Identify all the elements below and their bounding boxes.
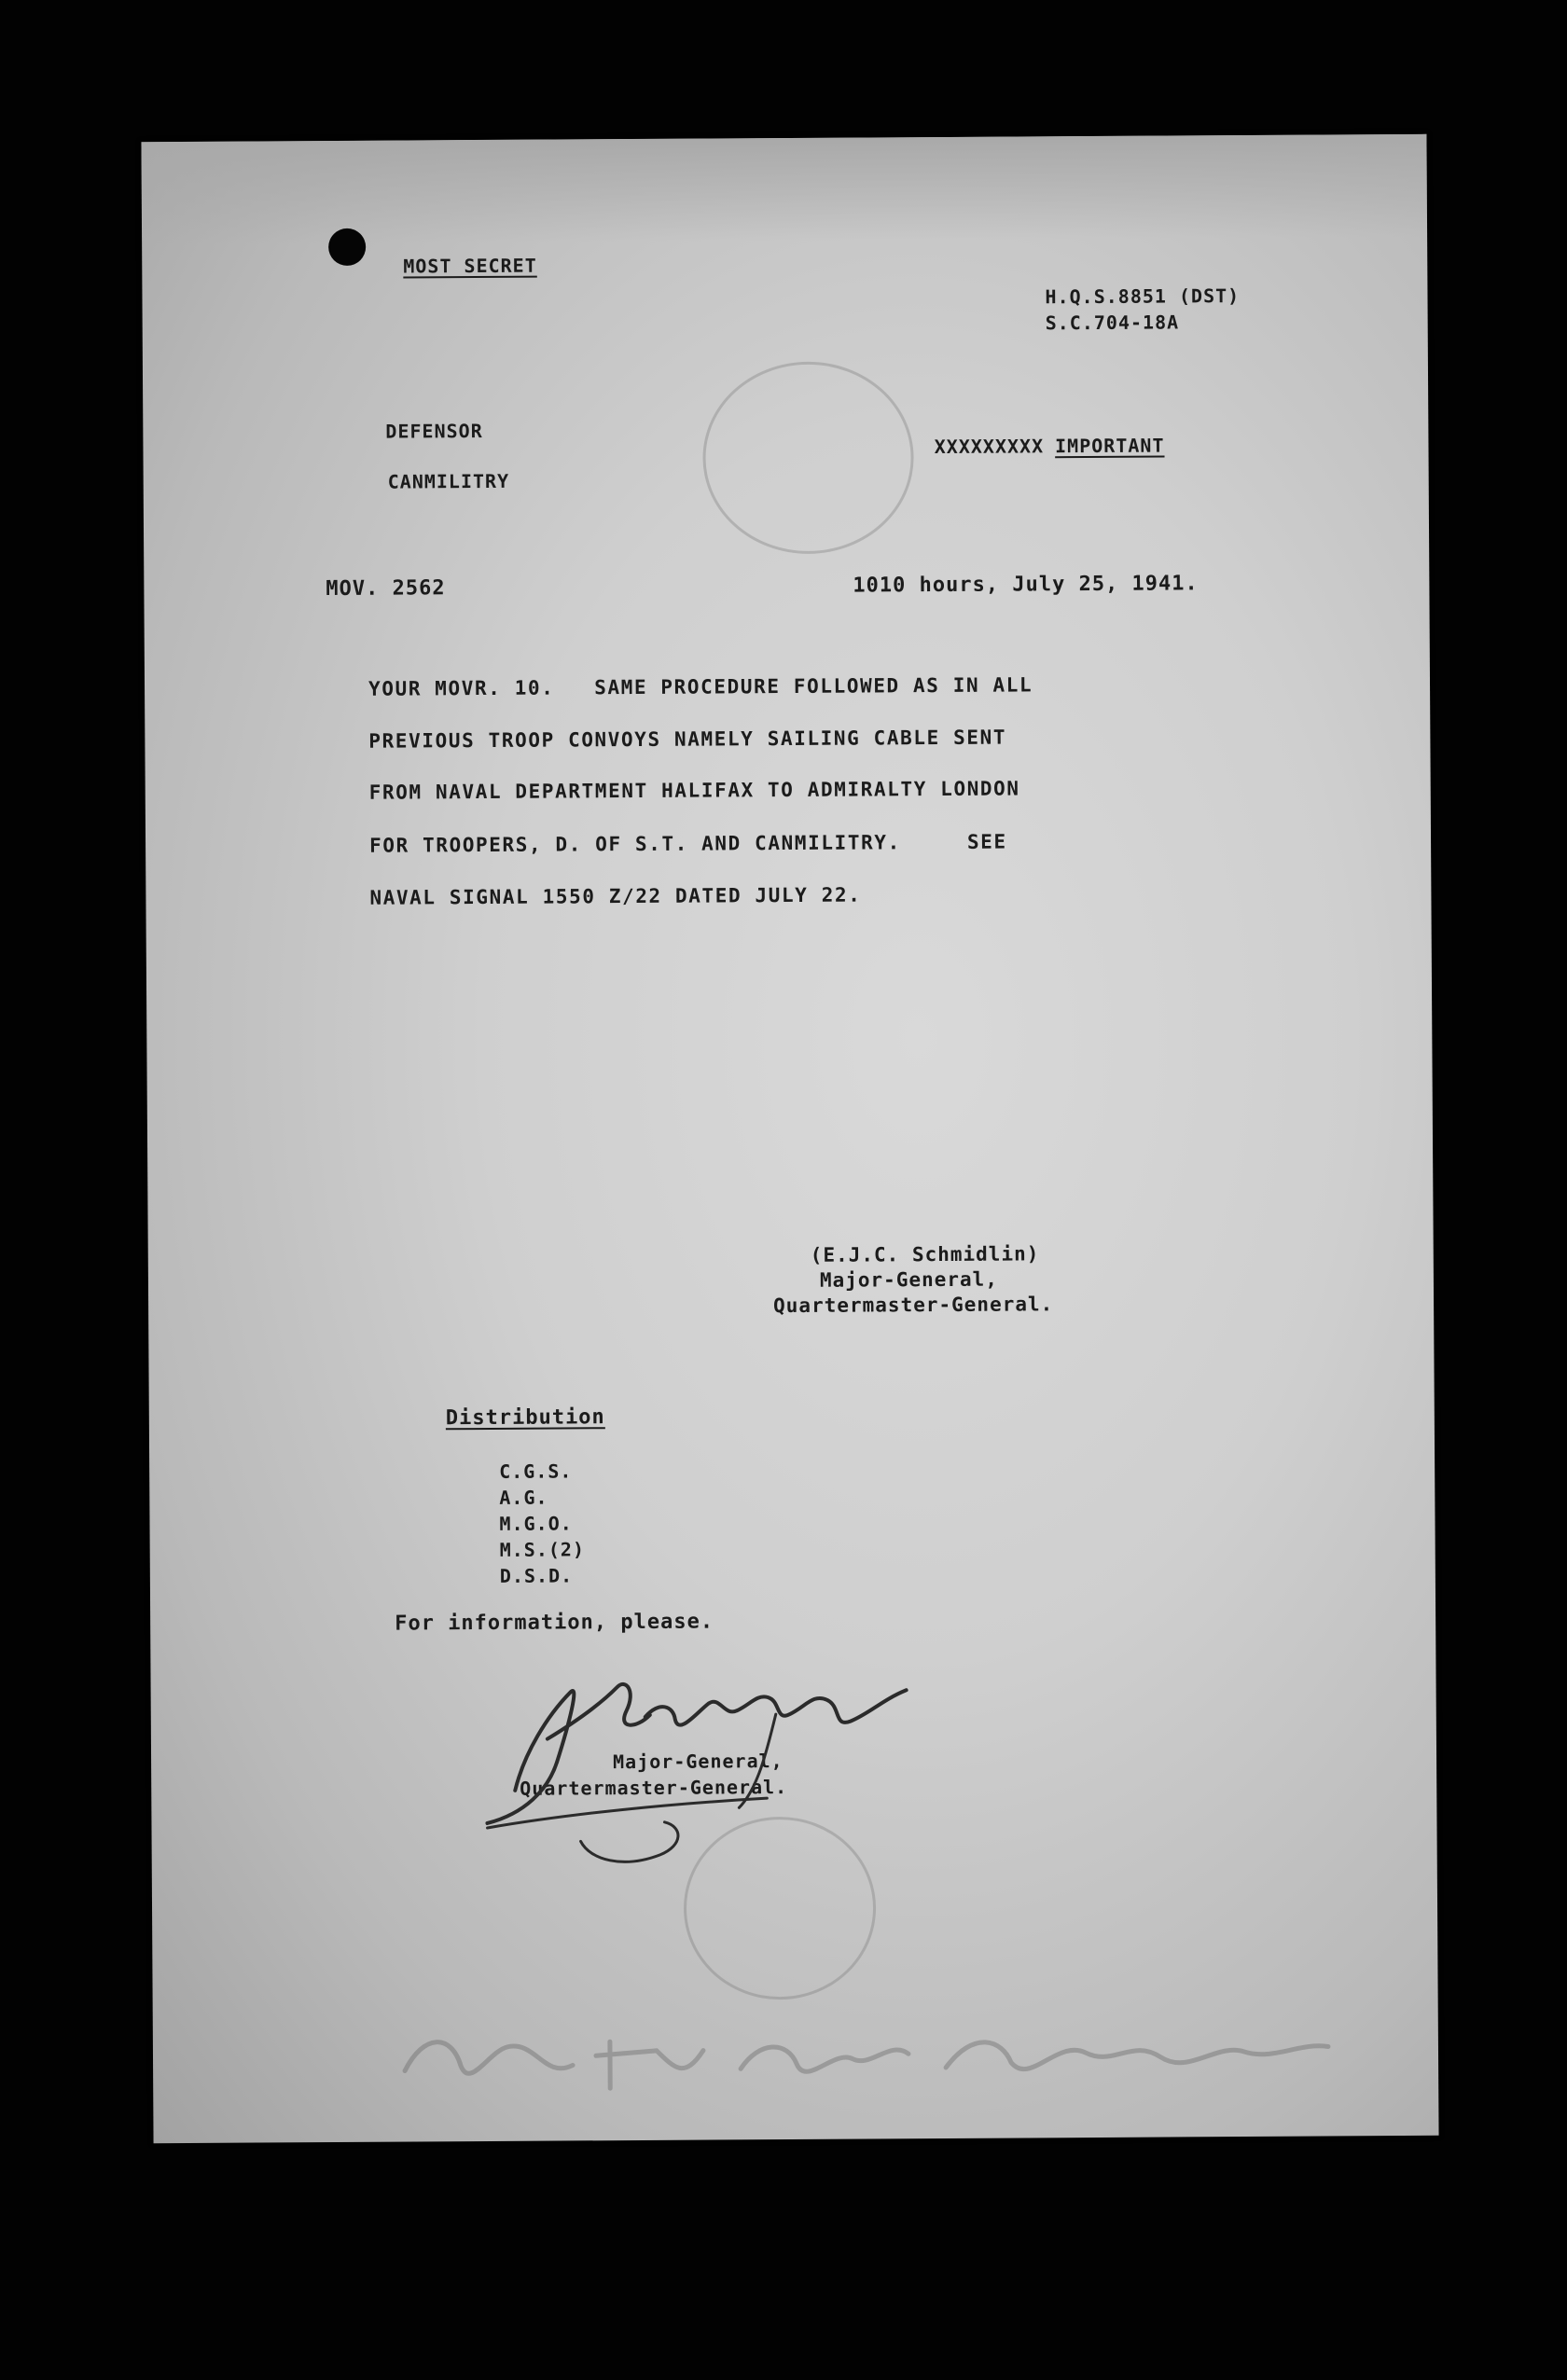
document-page: [141, 134, 1438, 2143]
message-time-date: 1010 hours, July 25, 1941.: [853, 572, 1199, 598]
punch-hole: [328, 228, 366, 266]
faint-bleed-through-writing: [386, 2009, 1394, 2099]
priority-label: IMPORTANT: [1055, 434, 1165, 458]
addressee-from: DEFENSOR: [385, 419, 483, 443]
body-line-4: FOR TROOPERS, D. OF S.T. AND CANMILITRY. SEE: [368, 830, 1007, 857]
file-reference-2: S.C.704-18A: [1045, 311, 1180, 335]
distribution-item: M.G.O.: [499, 1512, 573, 1535]
information-note: For information, please.: [395, 1610, 714, 1636]
signature-title: Quartermaster-General.: [773, 1293, 1054, 1318]
closing-rank: Major-General,: [613, 1750, 784, 1774]
body-line-2: PREVIOUS TROOP CONVOYS NAMELY SAILING CABLE SENT: [368, 726, 1007, 753]
file-reference-1: H.Q.S.8851 (DST): [1045, 284, 1241, 309]
closing-title: Quartermaster-General.: [520, 1776, 788, 1800]
distribution-item: D.S.D.: [499, 1564, 574, 1587]
distribution-item: M.S.(2): [499, 1538, 586, 1561]
signature-rank: Major-General,: [819, 1267, 999, 1292]
distribution-heading: Distribution: [445, 1405, 605, 1431]
addressee-to: CANMILITRY: [387, 469, 510, 493]
message-number: MOV. 2562: [326, 576, 446, 602]
handwritten-signature: [458, 1648, 982, 1893]
signature-name: (E.J.C. Schmidlin): [810, 1242, 1040, 1266]
body-line-1: YOUR MOVR. 10. SAME PROCEDURE FOLLOWED AS IN ALL: [367, 673, 1033, 700]
distribution-item: A.G.: [499, 1486, 548, 1509]
distribution-item: C.G.S.: [499, 1460, 573, 1483]
body-line-3: FROM NAVAL DEPARTMENT HALIFAX TO ADMIRALTY LONDON: [368, 777, 1020, 804]
priority-line: [861, 418, 1164, 476]
body-line-5: NAVAL SIGNAL 1550 Z/22 DATED JULY 22.: [369, 883, 862, 909]
priority-struck: XXXXXXXXX: [934, 435, 1045, 459]
classification-heading: MOST SECRET: [403, 254, 537, 278]
